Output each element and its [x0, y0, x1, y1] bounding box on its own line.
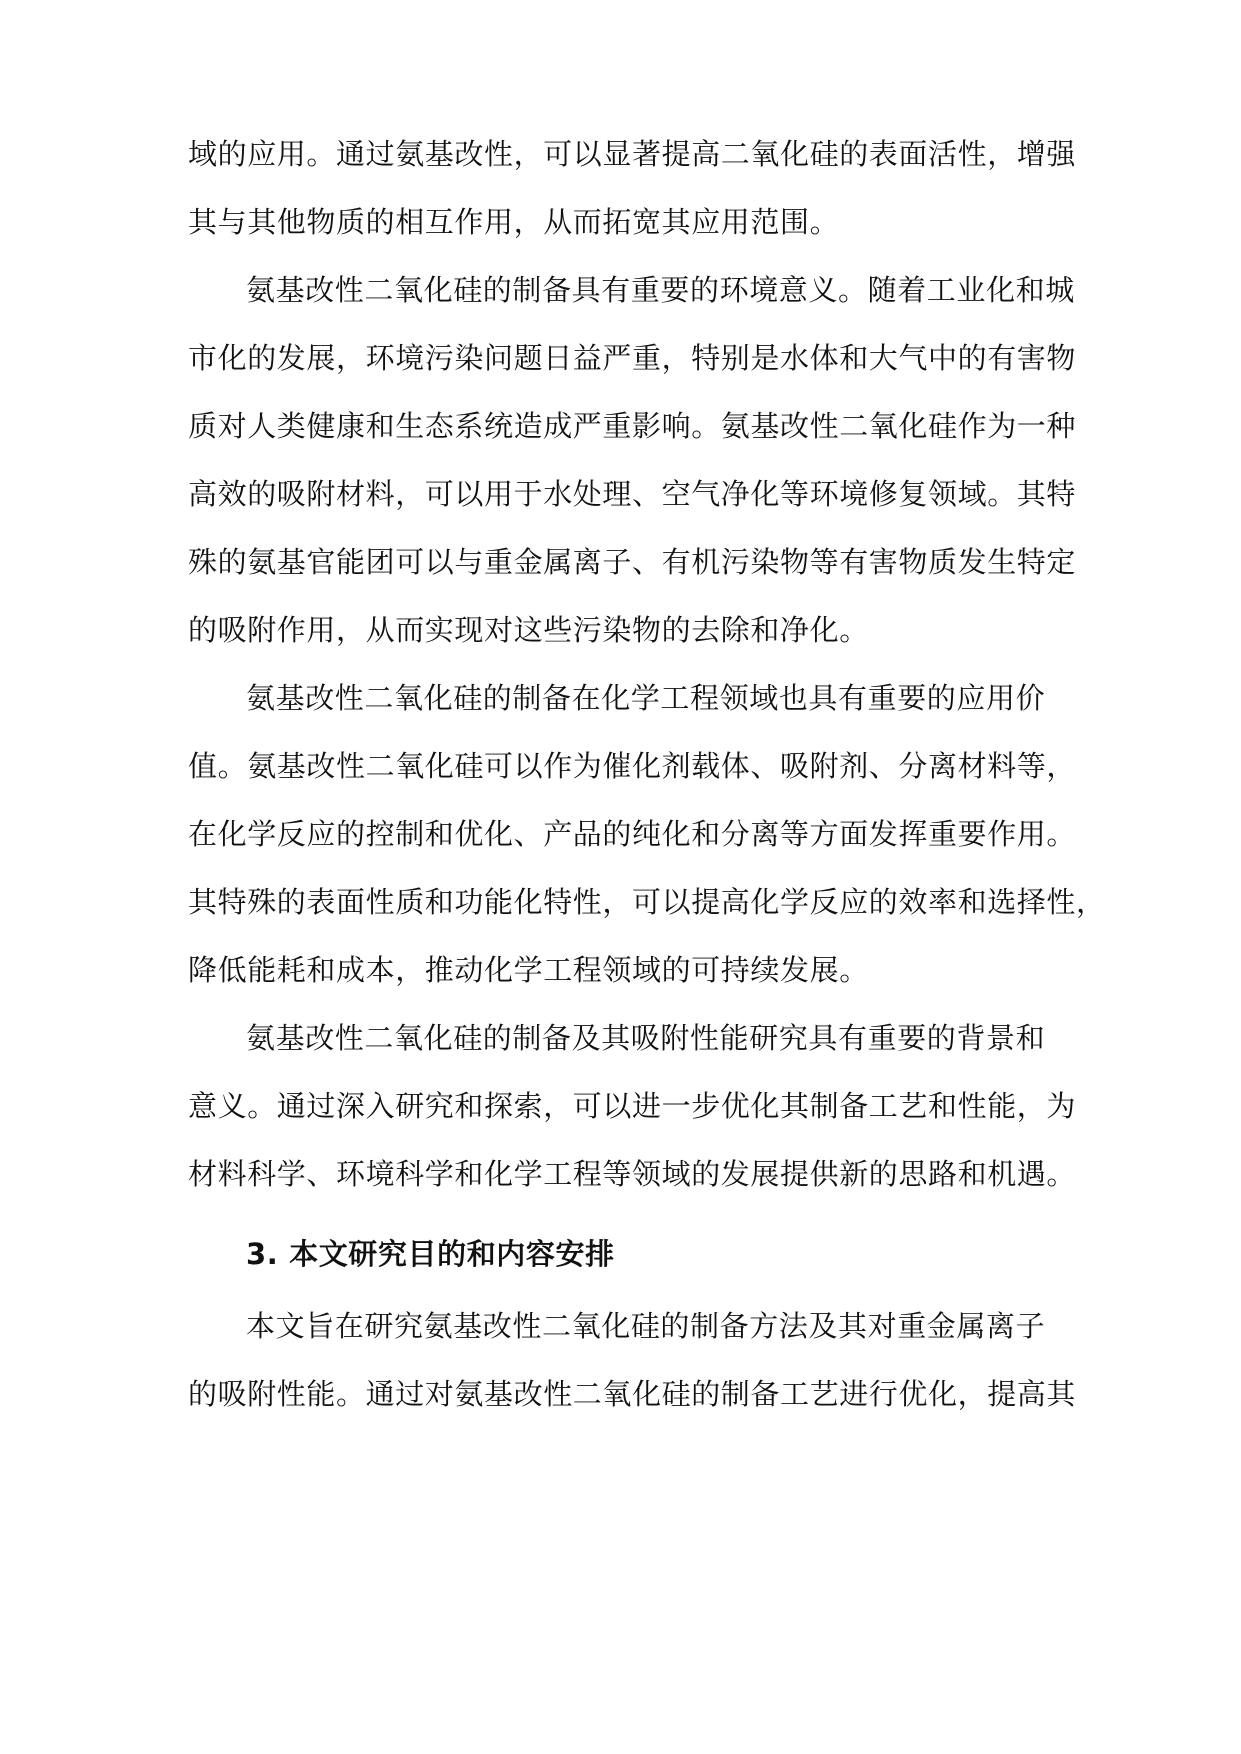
paragraph-3-line-3: 在化学反应的控制和优化、产品的纯化和分离等方面发挥重要作用。: [188, 817, 1077, 851]
section-paragraph-line-2: 的吸附性能。通过对氨基改性二氧化硅的制备工艺进行优化，提高其: [188, 1377, 1077, 1411]
paragraph-4-line-2: 意义。通过深入研究和探索，可以进一步优化其制备工艺和性能，为: [188, 1089, 1077, 1123]
paragraph-4-line-1: 氨基改性二氧化硅的制备及其吸附性能研究具有重要的背景和: [246, 1021, 1046, 1055]
paragraph-1-line-1: 域的应用。通过氨基改性，可以显著提高二氧化硅的表面活性，增强: [188, 137, 1077, 171]
paragraph-3-line-4: 其特殊的表面性质和功能化特性，可以提高化学反应的效率和选择性，: [188, 885, 1106, 919]
section-paragraph-line-1: 本文旨在研究氨基改性二氧化硅的制备方法及其对重金属离子: [246, 1309, 1046, 1343]
paragraph-2-line-6: 的吸附作用，从而实现对这些污染物的去除和净化。: [188, 613, 869, 647]
paragraph-2-line-4: 高效的吸附材料，可以用于水处理、空气净化等环境修复领域。其特: [188, 477, 1077, 511]
paragraph-2-line-5: 殊的氨基官能团可以与重金属离子、有机污染物等有害物质发生特定: [188, 545, 1077, 579]
paragraph-3-line-1: 氨基改性二氧化硅的制备在化学工程领域也具有重要的应用价: [246, 681, 1046, 715]
paragraph-2-line-3: 质对人类健康和生态系统造成严重影响。氨基改性二氧化硅作为一种: [188, 409, 1077, 443]
paragraph-2-line-2: 市化的发展，环境污染问题日益严重，特别是水体和大气中的有害物: [188, 341, 1077, 375]
paragraph-3-line-2: 值。氨基改性二氧化硅可以作为催化剂载体、吸附剂、分离材料等，: [188, 749, 1077, 783]
section-heading: 3. 本文研究目的和内容安排: [246, 1237, 615, 1271]
paragraph-4-line-3: 材料科学、环境科学和化学工程等领域的发展提供新的思路和机遇。: [188, 1157, 1077, 1191]
paragraph-2-line-1: 氨基改性二氧化硅的制备具有重要的环境意义。随着工业化和城: [246, 273, 1075, 307]
paragraph-3-line-5: 降低能耗和成本，推动化学工程领域的可持续发展。: [188, 953, 869, 987]
paragraph-1-line-2: 其与其他物质的相互作用，从而拓宽其应用范围。: [188, 205, 840, 239]
